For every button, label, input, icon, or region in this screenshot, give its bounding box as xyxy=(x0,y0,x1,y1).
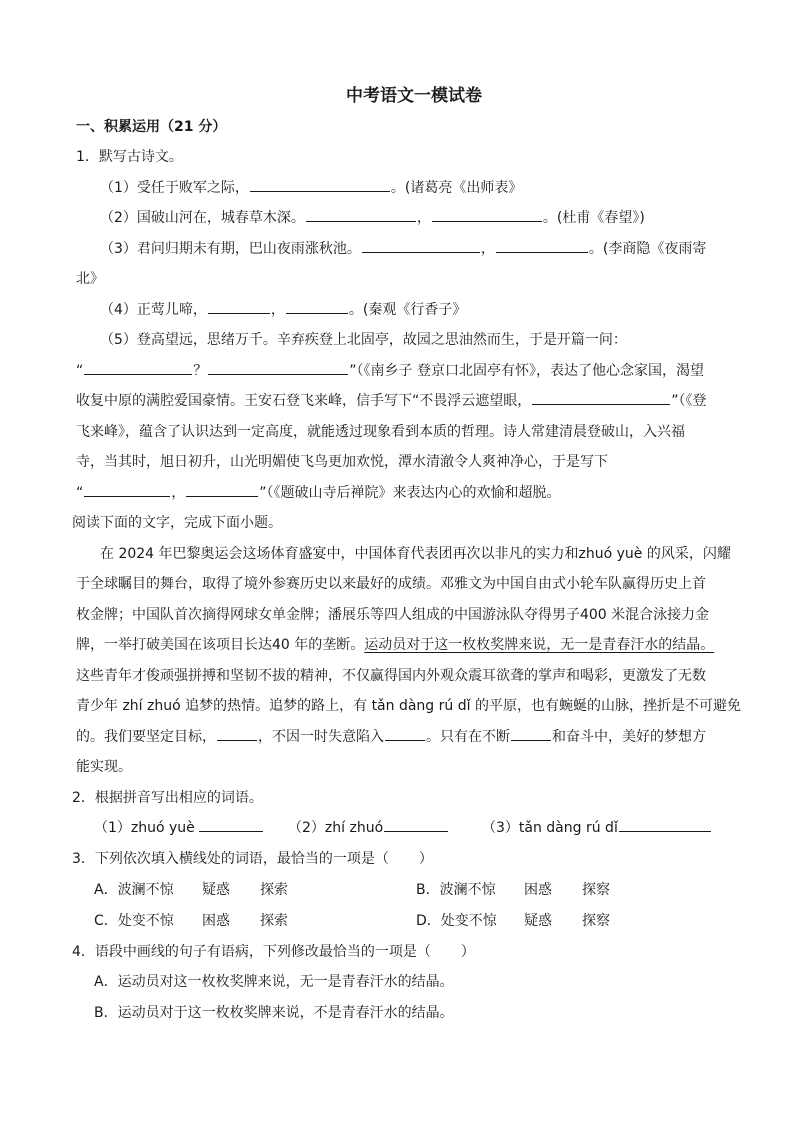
question-3-stem xyxy=(72,844,752,875)
option-word: 疑惑 xyxy=(202,881,230,898)
question-2-stem: 2．根据拼音写出相应的词语。 xyxy=(72,789,263,806)
exam-page xyxy=(72,84,752,1028)
q1-item-5-text-3b: ”（《登 xyxy=(671,393,707,409)
option-label: B．波澜不惊 xyxy=(416,881,496,898)
q4-stem-text: 4．语段中画线的句子有语病，下列修改最恰当的一项是（ xyxy=(72,943,431,960)
q1-item-5-line-5: 寺，当其时，旭日初升，山光明媚使飞鸟更加欢悦，潭水清澈令人爽神净心，于是写下 xyxy=(76,454,608,470)
q1-item-4-text: （4）正莺儿啼， xyxy=(100,301,207,318)
pinyin-1: （1）zhuó yuè xyxy=(94,820,195,836)
q1-item-2-sep: ， xyxy=(416,210,431,226)
passage-line-3: 枚金牌；中国队首次摘得网球女单金牌；潘展乐等四人组成的中国游泳队夺得男子400 米混合泳接力金 xyxy=(76,606,710,623)
q3-options-row-1 xyxy=(76,875,752,906)
q1-item-3 xyxy=(76,234,752,265)
answer-blank[interactable] xyxy=(619,816,711,832)
option-word: 探索 xyxy=(260,912,288,929)
pinyin-2: （2）zhí zhuó xyxy=(288,820,384,836)
q1-item-4 xyxy=(76,295,752,326)
q1-item-5-text-2: ”（《南乡子 登京口北固亭有怀》，表达了他心念家国，渴望 xyxy=(349,362,704,379)
option-word: 探索 xyxy=(260,881,288,898)
q1-item-1 xyxy=(76,173,752,204)
passage-line-1: 在 2024 年巴黎奥运会这场体育盛宴中，中国体育代表团再次以非凡的实力和zhuó yuè 的风采，闪耀 xyxy=(100,545,731,562)
answer-blank[interactable] xyxy=(250,176,390,192)
passage-line-7 xyxy=(76,722,752,753)
question-1-stem: 1．默写古诗文。 xyxy=(76,149,183,165)
passage-line-8: 能实现。 xyxy=(76,759,132,775)
underlined-sentence: 运动员对于这一枚枚奖牌来说，无一是青春汗水的结晶。 xyxy=(364,637,715,653)
q1-item-5-text-6: ”（《题破山寺后禅院》来表达内心的欢愉和超脱。 xyxy=(259,484,561,501)
answer-blank[interactable] xyxy=(432,206,542,222)
q1-item-5-line-2 xyxy=(76,356,752,387)
q1-item-1-text: （1）受任于败军之际， xyxy=(100,179,249,196)
option-label: C．处变不惊 xyxy=(94,912,174,929)
passage-line-6: 青少年 zhí zhuó 追梦的热情。追梦的路上，有 tǎn dàng rú dǐ 的平原，也有蜿蜒的山脉，挫折是不可避免 xyxy=(76,698,741,714)
q4-option-a[interactable]: A．运动员对这一枚枚奖牌来说，无一是青春汗水的结晶。 xyxy=(94,974,454,990)
close-paren: ） xyxy=(460,943,475,960)
q1-item-5-line-6 xyxy=(76,478,752,509)
q2-item-1 xyxy=(94,813,264,844)
answer-blank[interactable] xyxy=(385,725,425,741)
option-word: 疑惑 xyxy=(524,912,552,929)
q3-option-a[interactable] xyxy=(94,875,288,906)
passage-text: 的。我们要坚定目标， xyxy=(76,728,216,745)
q1-item-2 xyxy=(76,203,752,234)
option-word: 探察 xyxy=(582,912,610,929)
comma: ， xyxy=(171,484,186,501)
q3-option-d[interactable] xyxy=(416,906,610,937)
q1-item-5-text-3: 收复中原的满腔爱国豪情。王安石登飞来峰，信手写下“不畏浮云遮望眼， xyxy=(76,393,532,409)
section-heading: 一、积累运用（21 分） xyxy=(76,119,227,135)
answer-blank[interactable] xyxy=(286,298,348,314)
option-word: 困惑 xyxy=(202,912,230,929)
passage-line-5: 这些青年才俊顽强拼搏和坚韧不拔的精神，不仅赢得国内外观众震耳欲聋的掌声和喝彩，更激发了无数 xyxy=(76,667,706,684)
q1-item-1-source: 。(诸葛亮《出师表》 xyxy=(390,179,523,196)
q1-item-4-source: 。(秦观《行香子》 xyxy=(348,301,467,318)
page-title: 中考语文一模试卷 xyxy=(346,86,482,106)
passage-text: 和奋斗中，美好的梦想方 xyxy=(552,728,706,745)
q1-item-2-text: （2）国破山河在，城春草木深。 xyxy=(100,210,305,226)
q4-option-b[interactable]: B．运动员对于这一枚枚奖牌来说，不是青春汗水的结晶。 xyxy=(94,1004,454,1021)
answer-blank[interactable] xyxy=(208,359,348,375)
answer-blank[interactable] xyxy=(384,816,448,832)
answer-blank[interactable] xyxy=(208,298,270,314)
answer-blank[interactable] xyxy=(84,359,192,375)
open-quote: “ xyxy=(76,484,84,501)
q3-options-row-2 xyxy=(76,906,752,937)
option-word: 探察 xyxy=(582,881,610,898)
passage-text: 牌，一举打破美国在该项目长达40 年的垄断。 xyxy=(76,637,365,653)
question-4-stem xyxy=(72,937,752,968)
passage-line-4 xyxy=(76,630,752,661)
question-mark: ？ xyxy=(193,362,208,379)
q2-item-3 xyxy=(482,813,712,844)
q1-item-4-sep: ， xyxy=(270,301,285,318)
q2-item-2 xyxy=(288,813,449,844)
answer-blank[interactable] xyxy=(511,725,551,741)
option-label: D．处变不惊 xyxy=(416,912,497,929)
q3-option-b[interactable] xyxy=(416,875,610,906)
answer-blank[interactable] xyxy=(496,237,588,253)
answer-blank[interactable] xyxy=(306,206,416,222)
answer-blank[interactable] xyxy=(199,816,263,832)
q1-item-3-continued: 北》 xyxy=(76,271,104,287)
answer-blank[interactable] xyxy=(532,389,670,405)
pinyin-3: （3）tǎn dàng rú dǐ xyxy=(482,820,618,836)
q3-stem-text: 3．下列依次填入横线处的词语，最恰当的一项是（ xyxy=(72,851,389,867)
reading-instruction: 阅读下面的文字，完成下面小题。 xyxy=(72,515,282,531)
q1-item-5-line-4: 飞来峰》，蕴含了认识达到一定高度，就能透过现象看到本质的哲理。诗人常建清晨登破山，入兴福 xyxy=(76,423,685,440)
answer-blank[interactable] xyxy=(186,481,258,497)
answer-blank[interactable] xyxy=(217,725,257,741)
option-label: A．波澜不惊 xyxy=(94,881,174,898)
answer-blank[interactable] xyxy=(362,237,480,253)
passage-text: 。只有在不断 xyxy=(426,728,510,745)
answer-blank[interactable] xyxy=(84,481,170,497)
passage-line-2: 于全球瞩目的舞台，取得了境外参赛历史以来最好的成绩。邓雅文为中国自由式小轮车队赢得历史上首 xyxy=(76,576,706,592)
q1-item-2-source: 。(杜甫《春望》) xyxy=(542,210,645,226)
open-quote: “ xyxy=(76,362,84,379)
q3-option-c[interactable] xyxy=(94,906,288,937)
passage-text: ，不因一时失意陷入 xyxy=(258,728,384,745)
q1-item-3-source: 。(李商隐《夜雨寄 xyxy=(588,240,707,257)
close-paren: ） xyxy=(418,851,433,867)
q1-item-3-sep: ， xyxy=(480,240,495,257)
q1-item-5: （5）登高望远，思绪万千。辛弃疾登上北固亭，故园之思油然而生，于是开篇一问： xyxy=(100,332,627,348)
q1-item-3-text: （3）君问归期未有期，巴山夜雨涨秋池。 xyxy=(100,240,361,257)
q2-pinyin-row xyxy=(76,813,752,844)
option-word: 困惑 xyxy=(524,881,552,898)
q1-item-5-line-3 xyxy=(76,386,752,417)
